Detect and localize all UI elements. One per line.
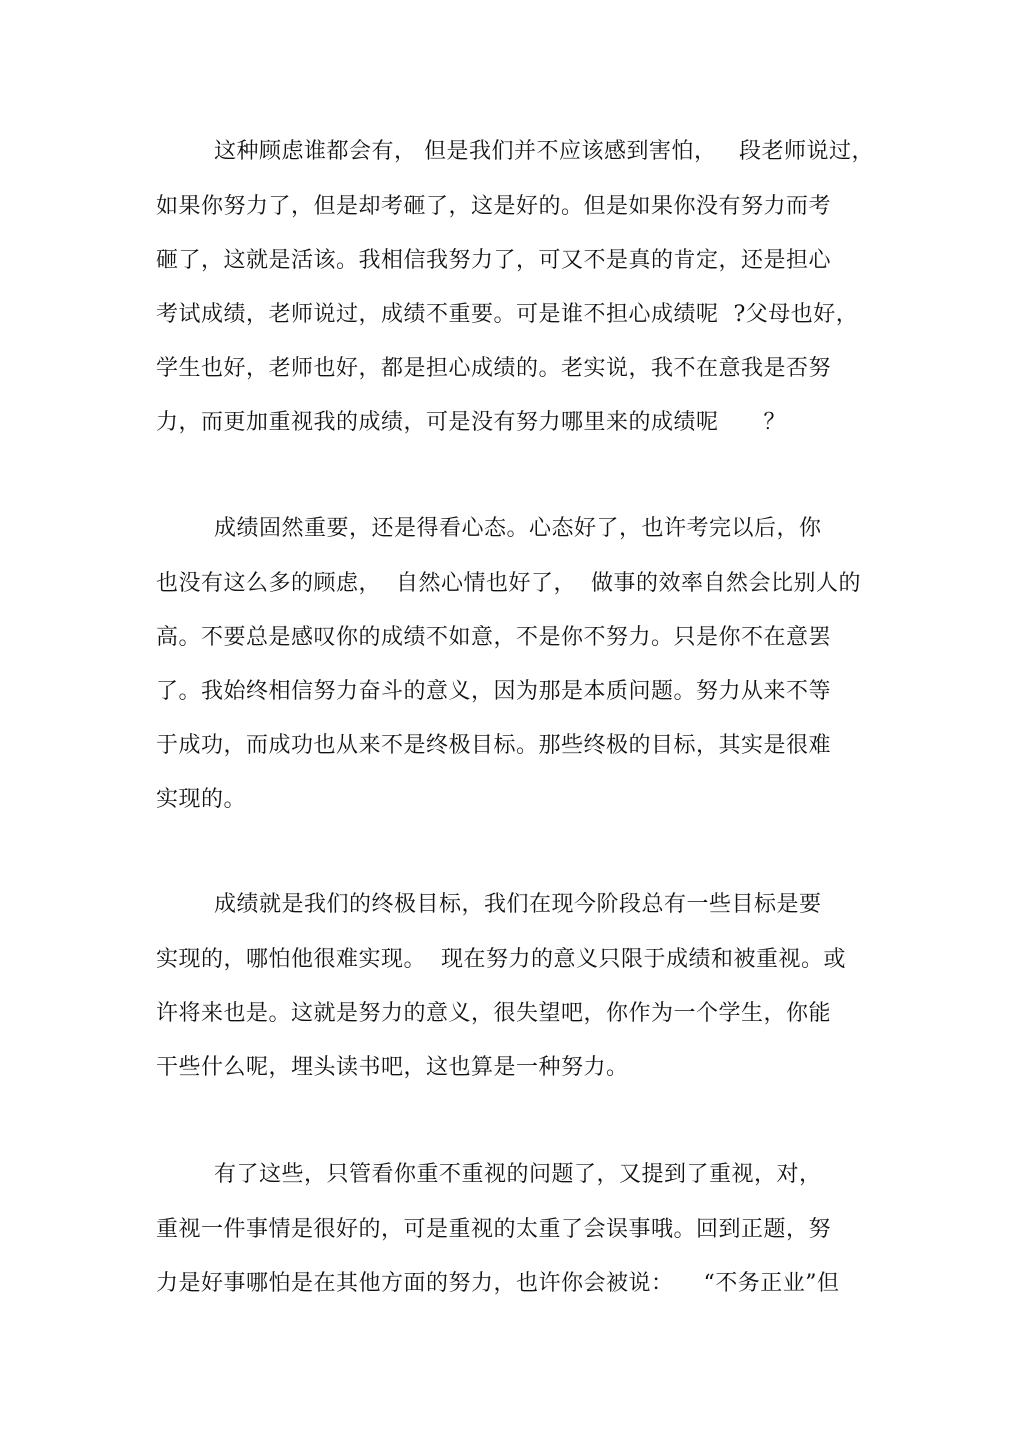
paragraph-line: 这种顾虑谁都会有， 但是我们并不应该感到害怕， 段老师说过， <box>214 139 874 164</box>
paragraph-line: 了。我始终相信努力奋斗的意义，因为那是本质问题。努力从来不等 <box>156 679 832 704</box>
paragraph-line: 也没有这么多的顾虑， 自然心情也好了， 做事的效率自然会比别人的 <box>156 571 861 596</box>
paragraph-line: 学生也好，老师也好，都是担心成绩的。老实说，我不在意我是否努 <box>156 356 832 381</box>
paragraph-line: 干些什么呢，埋头读书吧，这也算是一种努力。 <box>156 1055 629 1080</box>
paragraph-line: 实现的。 <box>156 787 247 812</box>
paragraph-line: 有了这些，只管看你重不重视的问题了，又提到了重视，对， <box>214 1162 822 1187</box>
paragraph-line: 考试成绩，老师说过，成绩不重要。可是谁不担心成绩呢 ?父母也好， <box>156 302 859 327</box>
paragraph-line: 力是好事哪怕是在其他方面的努力，也许你会被说： “不务正业”但 <box>156 1271 840 1296</box>
paragraph-line: 力，而更加重视我的成绩，可是没有努力哪里来的成绩呢 ？ <box>156 410 786 435</box>
paragraph-line: 高。不要总是感叹你的成绩不如意，不是你不努力。只是你不在意罢 <box>156 625 832 650</box>
paragraph-line: 如果你努力了，但是却考砸了，这是好的。但是如果你没有努力而考 <box>156 194 832 219</box>
paragraph-line: 实现的，哪怕他很难实现。 现在努力的意义只限于成绩和被重视。或 <box>156 947 846 972</box>
paragraph-line: 成绩就是我们的终极目标，我们在现今阶段总有一些目标是要 <box>214 892 822 917</box>
paragraph-line: 于成功，而成功也从来不是终极目标。那些终极的目标，其实是很难 <box>156 733 832 758</box>
paragraph-line: 重视一件事情是很好的，可是重视的太重了会误事哦。回到正题，努 <box>156 1217 832 1242</box>
paragraph-line: 成绩固然重要，还是得看心态。心态好了，也许考完以后，你 <box>214 516 822 541</box>
paragraph-line: 许将来也是。这就是努力的意义，很失望吧，你作为一个学生，你能 <box>156 1001 832 1026</box>
paragraph-line: 砸了，这就是活该。我相信我努力了，可又不是真的肯定，还是担心 <box>156 248 832 273</box>
